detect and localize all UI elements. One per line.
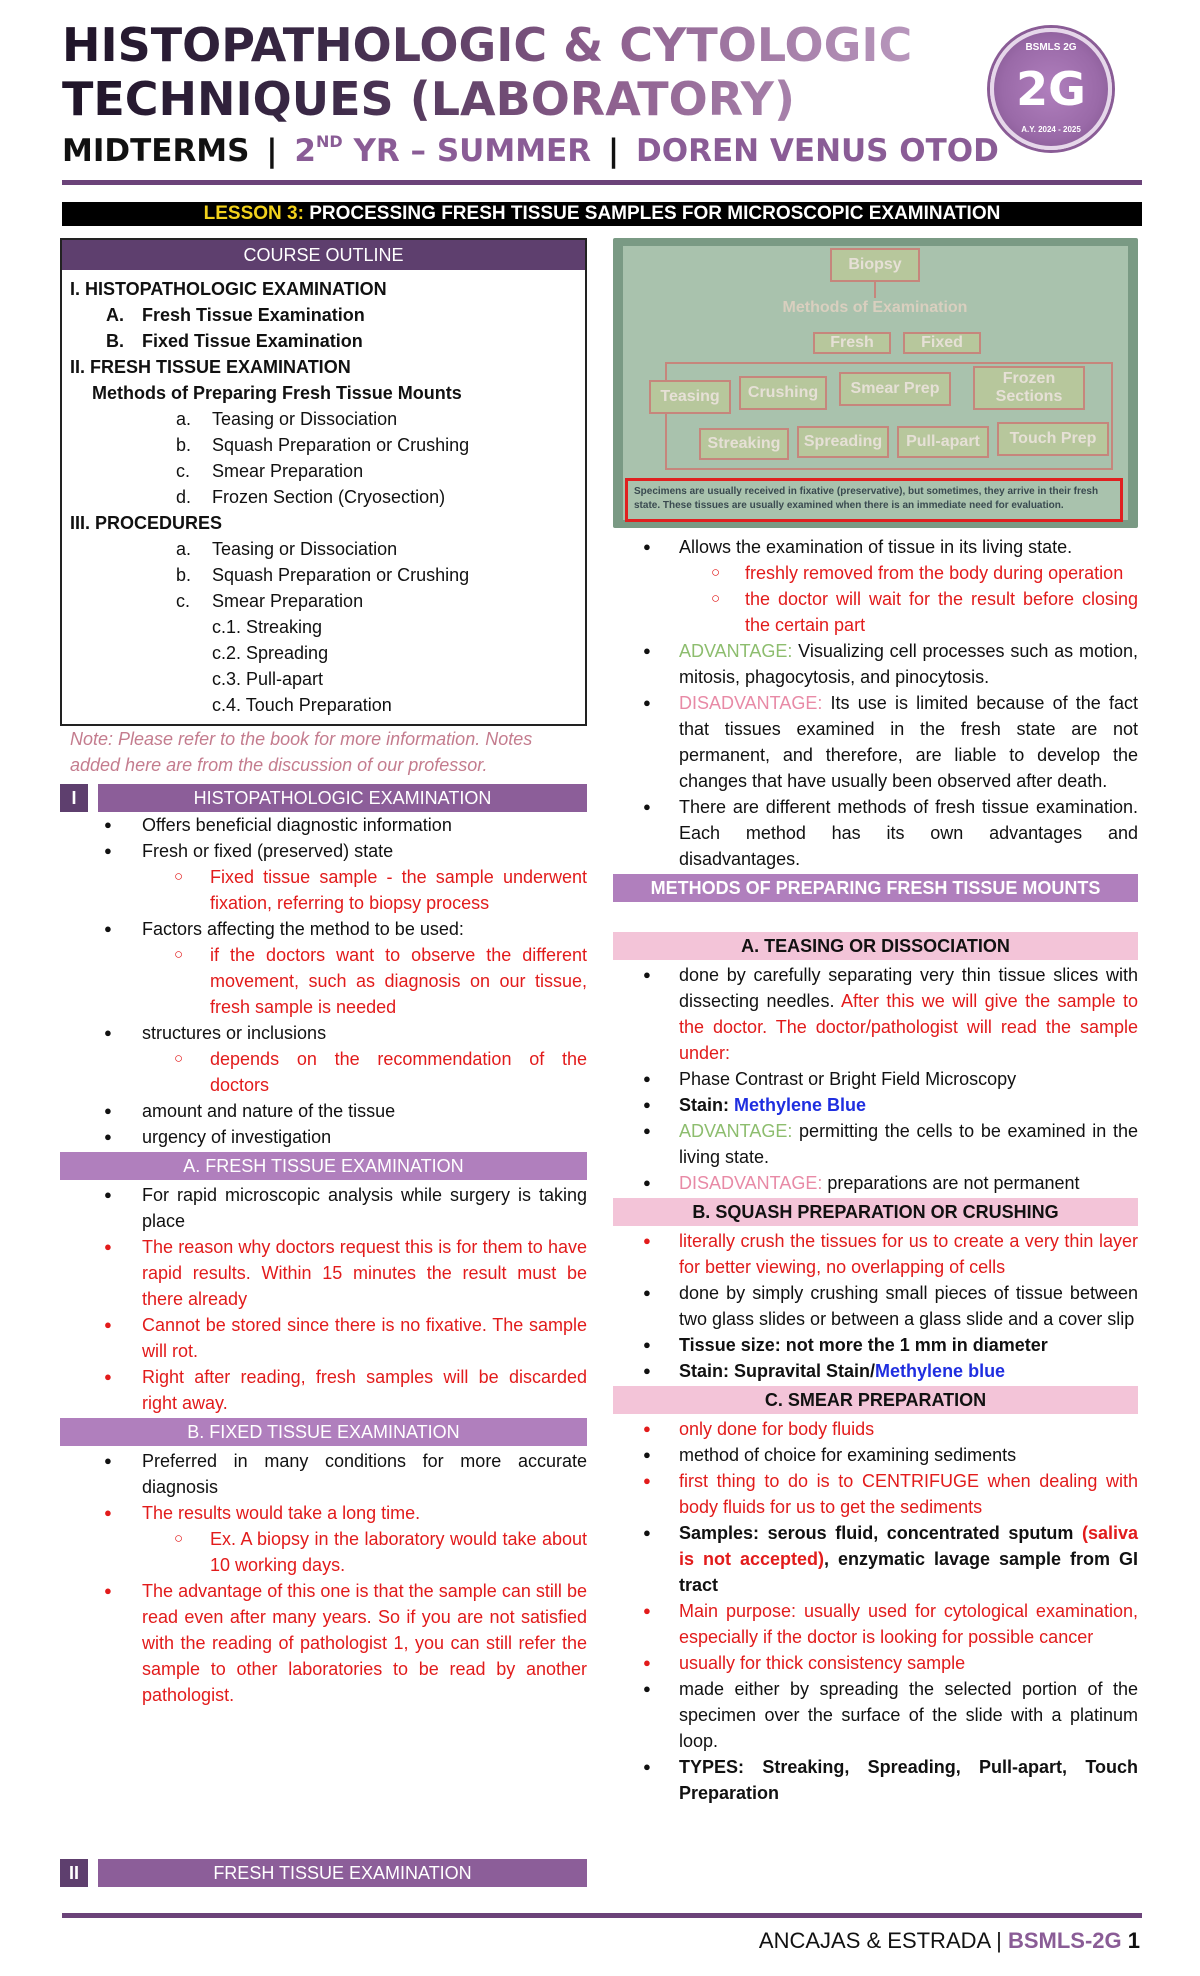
page-number: 1 xyxy=(1127,1928,1140,1953)
subtitle-year-rest: YR – SUMMER xyxy=(342,133,592,169)
stain-value: Methylene Blue xyxy=(734,1095,867,1115)
sub-list-item: ○ Fixed tissue sample - the sample underwent fixation, referring to biopsy process xyxy=(60,864,587,916)
subtitle-year-sup: ND xyxy=(315,132,343,151)
advantage-label: ADVANTAGE: xyxy=(679,641,793,661)
logo-top-text: BSMLS 2G xyxy=(1025,42,1077,53)
outline-item: A. Fresh Tissue Examination xyxy=(106,305,365,325)
list-item: ● ADVANTAGE: permitting the cells to be examined in the living state. xyxy=(613,1118,1138,1170)
title-line-2: TECHNIQUES (LABORATORY) xyxy=(62,72,962,126)
course-outline xyxy=(60,238,587,726)
list-item: ● done by simply crushing small pieces of tissue between two glass slides or between a glass slide and a cover slip xyxy=(613,1280,1138,1332)
disadvantage-label: DISADVANTAGE: xyxy=(679,1173,823,1193)
squash-heading: B. SQUASH PREPARATION OR CRUSHING xyxy=(613,1198,1138,1226)
smear-heading: C. SMEAR PREPARATION xyxy=(613,1386,1138,1414)
outline-item: d. Frozen Section (Cryosection) xyxy=(176,487,446,507)
list-item: ● DISADVANTAGE: Its use is limited because of the fact that tissues examined in the fresh state are not permanent, and therefore, are liable to develop the changes that have usually been observed after death. xyxy=(613,690,1138,794)
list-item: ● TYPES: Streaking, Spreading, Pull-apart, Touch Preparation xyxy=(613,1754,1138,1806)
list-item: ● usually for thick consistency sample xyxy=(613,1650,1138,1676)
list-item: ● Stain: Methylene Blue xyxy=(613,1092,1138,1118)
subtitle-year-num: 2 xyxy=(294,133,316,169)
lesson-title-bar xyxy=(62,202,1142,226)
list-item: ● Offers beneficial diagnostic information xyxy=(60,812,587,838)
teasing-list xyxy=(613,962,1138,1196)
diagram-frozen: Frozen Sections xyxy=(973,366,1085,410)
list-item: ● method of choice for examining sediments xyxy=(613,1442,1138,1468)
footer-separator: | xyxy=(989,1928,1008,1953)
diagram-fixed: Fixed xyxy=(903,332,981,354)
sub-list-item: ○ the doctor will wait for the result before closing the certain part xyxy=(613,586,1138,638)
section-number: II xyxy=(60,1859,88,1887)
diagram-fresh: Fresh xyxy=(813,332,891,354)
logo-bottom-text: A.Y. 2024 - 2025 xyxy=(1021,125,1081,134)
list-item: ● Stain: Supravital Stain/Methylene blue xyxy=(613,1358,1138,1384)
squash-list xyxy=(613,1228,1138,1384)
list-item: ● DISADVANTAGE: preparations are not permanent xyxy=(613,1170,1138,1196)
left-column xyxy=(60,238,587,1883)
logo-main-text: 2G xyxy=(1016,62,1086,116)
list-item: ● Tissue size: not more the 1 mm in diameter xyxy=(613,1332,1138,1358)
outline-item: B. Fixed Tissue Examination xyxy=(106,331,363,351)
section-number: I xyxy=(60,784,88,812)
list-item: ● The results would take a long time. ○ Ex. A biopsy in the laboratory would take about 10 working days. xyxy=(60,1500,587,1578)
diagram-smear: Smear Prep xyxy=(839,372,951,406)
advantage-label: ADVANTAGE: xyxy=(679,1121,793,1141)
list-item: ● done by carefully separating very thin tissue slices with dissecting needles. After this we will give the sample to the doctor. The doctor/pathologist will read the sample under: xyxy=(613,962,1138,1066)
outline-item: b. Squash Preparation or Crushing xyxy=(176,435,470,455)
outline-item: c.2. Spreading xyxy=(212,643,329,663)
reference-note: Note: Please refer to the book for more information. Notes added here are from the discussion of our professor. xyxy=(70,729,533,775)
list-item: ● Allows the examination of tissue in its living state. ○ freshly removed from the body during operation ○ the doctor will wait for the result before closing the certain part xyxy=(613,534,1138,638)
subtitle-midterms: MIDTERMS xyxy=(62,133,250,169)
list-item: ● Samples: serous fluid, concentrated sputum (saliva is not accepted), enzymatic lavage sample from GI tract xyxy=(613,1520,1138,1598)
list-item: ● Preferred in many conditions for more accurate diagnosis xyxy=(60,1448,587,1500)
stain-value: Methylene blue xyxy=(875,1361,1006,1381)
page-header xyxy=(62,18,999,169)
section-2-heading xyxy=(60,1859,587,1887)
footer-section: BSMLS-2G xyxy=(1007,1928,1122,1953)
list-item: ● Right after reading, fresh samples will be discarded right away. xyxy=(60,1364,587,1416)
subtitle xyxy=(62,132,999,169)
section-1-list xyxy=(60,812,587,1150)
smear-list xyxy=(613,1416,1138,1806)
list-item: ● only done for body fluids xyxy=(613,1416,1138,1442)
section-title: FRESH TISSUE EXAMINATION xyxy=(98,1859,587,1887)
footer-divider xyxy=(62,1913,1142,1918)
subtitle-separator-2: | xyxy=(607,133,620,169)
list-item: ● For rapid microscopic analysis while surgery is taking place xyxy=(60,1182,587,1234)
diagram-biopsy: Biopsy xyxy=(830,248,920,282)
outline-item: b. Squash Preparation or Crushing xyxy=(176,565,470,585)
outline-item: c.3. Pull-apart xyxy=(212,669,324,689)
outline-item: Methods of Preparing Fresh Tissue Mounts xyxy=(92,383,462,403)
course-outline-body xyxy=(62,270,585,724)
list-item: ● Main purpose: usually used for cytological examination, especially if the doctor is looking for possible cancer xyxy=(613,1598,1138,1650)
section-title: HISTOPATHOLOGIC EXAMINATION xyxy=(98,784,587,812)
list-item: ● The reason why doctors request this is for them to have rapid results. Within 15 minutes the result must be there already xyxy=(60,1234,587,1312)
sub-list-item: ○ if the doctors want to observe the different movement, such as diagnosis on our tissue, fresh sample is needed xyxy=(60,942,587,1020)
list-item: ● urgency of investigation xyxy=(60,1124,587,1150)
class-logo xyxy=(990,28,1112,150)
subtitle-author: DOREN VENUS OTOD xyxy=(636,133,999,169)
outline-item: III. PROCEDURES xyxy=(70,513,223,533)
fresh-exam-list xyxy=(613,534,1138,872)
outline-item: c.1. Streaking xyxy=(212,617,323,637)
list-item: ● Factors affecting the method to be used: ○ if the doctors want to observe the different movement, such as diagnosis on our tissue, fresh sample is needed xyxy=(60,916,587,1020)
fixed-tissue-heading: B. FIXED TISSUE EXAMINATION xyxy=(60,1418,587,1446)
section-1-heading xyxy=(60,784,587,812)
list-item: ● first thing to do is to CENTRIFUGE when dealing with body fluids for us to get the sediments xyxy=(613,1468,1138,1520)
list-item: ● Fresh or fixed (preserved) state ○ Fixed tissue sample - the sample underwent fixation, referring to biopsy process xyxy=(60,838,587,916)
lesson-title: PROCESSING FRESH TISSUE SAMPLES FOR MICROSCOPIC EXAMINATION xyxy=(303,203,1001,224)
outline-item: I. HISTOPATHOLOGIC EXAMINATION xyxy=(70,279,387,299)
diagram-spreading: Spreading xyxy=(797,426,889,458)
subtitle-separator: | xyxy=(266,133,278,169)
diagram-streaking: Streaking xyxy=(699,428,789,460)
list-item: ● ADVANTAGE: Visualizing cell processes such as motion, mitosis, phagocytosis, and pinocytosis. xyxy=(613,638,1138,690)
sub-list-item: ○ Ex. A biopsy in the laboratory would take about 10 working days. xyxy=(60,1526,587,1578)
disadvantage-label: DISADVANTAGE: xyxy=(679,693,823,713)
fresh-tissue-heading: A. FRESH TISSUE EXAMINATION xyxy=(60,1152,587,1180)
diagram-crushing: Crushing xyxy=(739,376,827,410)
sub-list-item: ○ depends on the recommendation of the doctors xyxy=(60,1046,587,1098)
header-divider xyxy=(62,180,1142,185)
title-line-1: HISTOPATHOLOGIC & CYTOLOGIC xyxy=(62,18,962,72)
diagram-pullapart: Pull-apart xyxy=(897,426,989,458)
lesson-label: LESSON 3: xyxy=(203,203,304,224)
list-item: ● Cannot be stored since there is no fixative. The sample will rot. xyxy=(60,1312,587,1364)
fixed-tissue-list xyxy=(60,1448,587,1708)
list-item: ● Phase Contrast or Bright Field Microscopy xyxy=(613,1066,1138,1092)
diagram-touch: Touch Prep xyxy=(997,422,1109,456)
fresh-tissue-list xyxy=(60,1182,587,1416)
diagram-teasing: Teasing xyxy=(649,380,731,414)
outline-item: c. Smear Preparation xyxy=(176,461,364,481)
diagram-note: Specimens are usually received in fixative (preservative), but sometimes, they arrive in their fresh state. These tissues are usually examined when there is an immediate need for evaluation. xyxy=(625,478,1123,522)
outline-item: a. Teasing or Dissociation xyxy=(176,539,398,559)
methods-diagram-photo xyxy=(613,238,1138,528)
right-column xyxy=(613,238,1138,1806)
footer-authors: ANCAJAS & ESTRADA xyxy=(758,1928,990,1953)
list-item: ● There are different methods of fresh tissue examination. Each method has its own advantages and disadvantages. xyxy=(613,794,1138,872)
teasing-heading: A. TEASING OR DISSOCIATION xyxy=(613,932,1138,960)
diagram-methods-label: Methods of Examination xyxy=(782,299,968,316)
list-item: ● amount and nature of the tissue xyxy=(60,1098,587,1124)
outline-item: II. FRESH TISSUE EXAMINATION xyxy=(70,357,351,377)
list-item: ● structures or inclusions ○ depends on the recommendation of the doctors xyxy=(60,1020,587,1098)
methods-heading: METHODS OF PREPARING FRESH TISSUE MOUNTS xyxy=(613,874,1138,902)
outline-item: c.4. Touch Preparation xyxy=(212,695,392,715)
outline-item: a. Teasing or Dissociation xyxy=(176,409,398,429)
list-item: ● made either by spreading the selected portion of the specimen over the surface of the slide with a platinum loop. xyxy=(613,1676,1138,1754)
sub-list-item: ○ freshly removed from the body during operation xyxy=(613,560,1138,586)
page-footer xyxy=(759,1928,1140,1954)
course-outline-heading: COURSE OUTLINE xyxy=(62,240,585,270)
outline-item: c. Smear Preparation xyxy=(176,591,364,611)
list-item: ● The advantage of this one is that the sample can still be read even after many years. So if you are not satisfied with the reading of pathologist 1, you can still refer the sample to other laboratories to be read by another pathologist. xyxy=(60,1578,587,1708)
list-item: ● literally crush the tissues for us to create a very thin layer for better viewing, no overlapping of cells xyxy=(613,1228,1138,1280)
